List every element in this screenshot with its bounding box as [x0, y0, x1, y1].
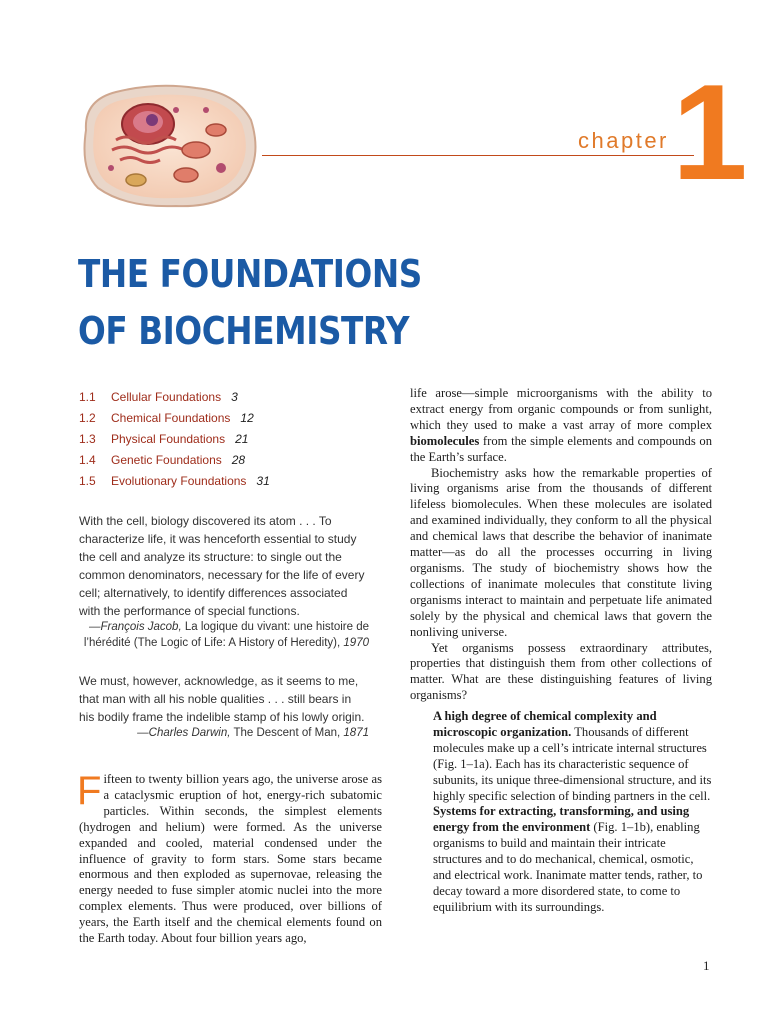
chapter-number: 1	[672, 56, 748, 208]
toc-page: 12	[240, 411, 254, 425]
quote-text: With the cell, biology discovered its atom . . . To characterize life, it was henceforth essential to study the cell and analyze its structure: to single out the common denominators, necessary for the life of every cell; alternatively, to identify differences associated with the performance of special functions.	[79, 514, 365, 618]
toc-title: Chemical Foundations	[111, 411, 231, 425]
epigraph-jacob	[79, 512, 369, 651]
feature-heading: A high degree of chemical complexity and microscopic organization.	[433, 709, 657, 739]
body-text-right	[410, 386, 712, 704]
paragraph: Yet organisms possess extraordinary attributes, properties that distinguish them from other collections of matter. What are these distinguishing features of living organisms?	[410, 640, 712, 703]
toc-page: 21	[235, 432, 249, 446]
toc-item[interactable]	[79, 408, 379, 429]
paragraph: ifteen to twenty billion years ago, the universe arose as a cataclysmic eruption of hot, energy-rich subatomic particles. Within seconds, the simplest elements (hydrogen and helium) were formed. As the universe expanded and cooled, material condensed under the influence of gravity to form stars. Some stars became enormous and then exploded as supernovae, releasing the energy needed to fuse simpler atomic nuclei into the more complex elements. Thus were produced, over billions of years, the Earth itself and the chemical elements found on the Earth today. About four billion years ago,	[79, 772, 382, 946]
paragraph-text: life arose—simple microorganisms with the ability to extract energy from organic compounds or from sunlight, which they used to make a vast array of more complex	[410, 386, 712, 432]
page-number: 1	[703, 958, 710, 973]
section-contents	[79, 387, 379, 492]
toc-page: 31	[256, 474, 270, 488]
epigraph-darwin	[79, 672, 369, 742]
drop-cap: F	[77, 769, 102, 813]
paragraph	[410, 386, 712, 466]
toc-item[interactable]	[79, 450, 379, 471]
feature-list	[433, 709, 713, 916]
quote-author: —Charles Darwin,	[137, 727, 231, 739]
feature-text: Thousands of different molecules make up a cell’s intricate internal structures (Fig. 1–1a). Each has its characteristic sequence of subunits, its unique three-dimensional structure, and its highly specific selection of binding partners in the cell.	[433, 724, 712, 803]
feature-item	[433, 804, 713, 915]
toc-number: 1.1	[79, 390, 96, 404]
toc-title: Genetic Foundations	[111, 453, 222, 467]
body-text-left	[77, 769, 382, 947]
quote-year: 1871	[343, 727, 369, 739]
feature-heading: Systems for extracting, transforming, and using energy from the environment	[433, 804, 690, 835]
toc-item[interactable]	[79, 471, 379, 492]
quote-work: La logique du vivant: une histoire de l’hérédité (The Logic of Life: A History of Heredity),	[83, 621, 369, 649]
toc-title: Evolutionary Foundations	[111, 474, 247, 488]
toc-number: 1.2	[79, 411, 96, 425]
chapter-label: chapter	[578, 128, 669, 153]
quote-author: —François Jacob,	[88, 621, 182, 633]
feature-item	[433, 709, 713, 804]
quote-attribution	[79, 726, 369, 742]
chapter-rule	[262, 155, 694, 156]
chapter-title-line-1: THE FOUNDATIONS	[78, 252, 422, 296]
toc-page: 3	[231, 390, 238, 404]
toc-item[interactable]	[79, 429, 379, 450]
quote-text: We must, however, acknowledge, as it seems to me, that man with all his noble qualities . . . still bears in his bodily frame the indelible stamp of his lowly origin.	[79, 674, 365, 724]
paragraph-text: from the simple elements and compounds on the Earth’s surface.	[410, 433, 712, 464]
toc-title: Physical Foundations	[111, 432, 226, 446]
cell-illustration	[76, 80, 264, 212]
key-term: biomolecules	[410, 433, 480, 448]
toc-number: 1.4	[79, 453, 96, 467]
quote-year: 1970	[343, 636, 369, 649]
chapter-title-line-2: OF BIOCHEMISTRY	[78, 309, 410, 353]
quote-attribution	[79, 620, 369, 651]
quote-work: The Descent of Man,	[233, 727, 341, 739]
toc-number: 1.3	[79, 432, 96, 446]
feature-text: (Fig. 1–1b), enabling organisms to build and maintain their intricate structures and to do mechanical, chemical, osmotic, and electrical work. Inanimate matter tends, rather, to decay toward a more disordered state, to come to equilibrium with its surroundings.	[433, 820, 703, 914]
paragraph: Biochemistry asks how the remarkable properties of living organisms arise from the thousands of different lifeless biomolecules. When these molecules are isolated and examined individually, they conform to all the physical and chemical laws that describe the behavior of inanimate matter—as do all the processes occurring in living organisms. The study of biochemistry shows how the collections of inanimate molecules that constitute living organisms interact to maintain and perpetuate life animated solely by the physical and chemical laws that govern the nonliving universe.	[410, 465, 712, 639]
toc-item[interactable]	[79, 387, 379, 408]
toc-page: 28	[231, 453, 246, 467]
toc-number: 1.5	[79, 474, 96, 488]
toc-title: Cellular Foundations	[111, 390, 222, 404]
